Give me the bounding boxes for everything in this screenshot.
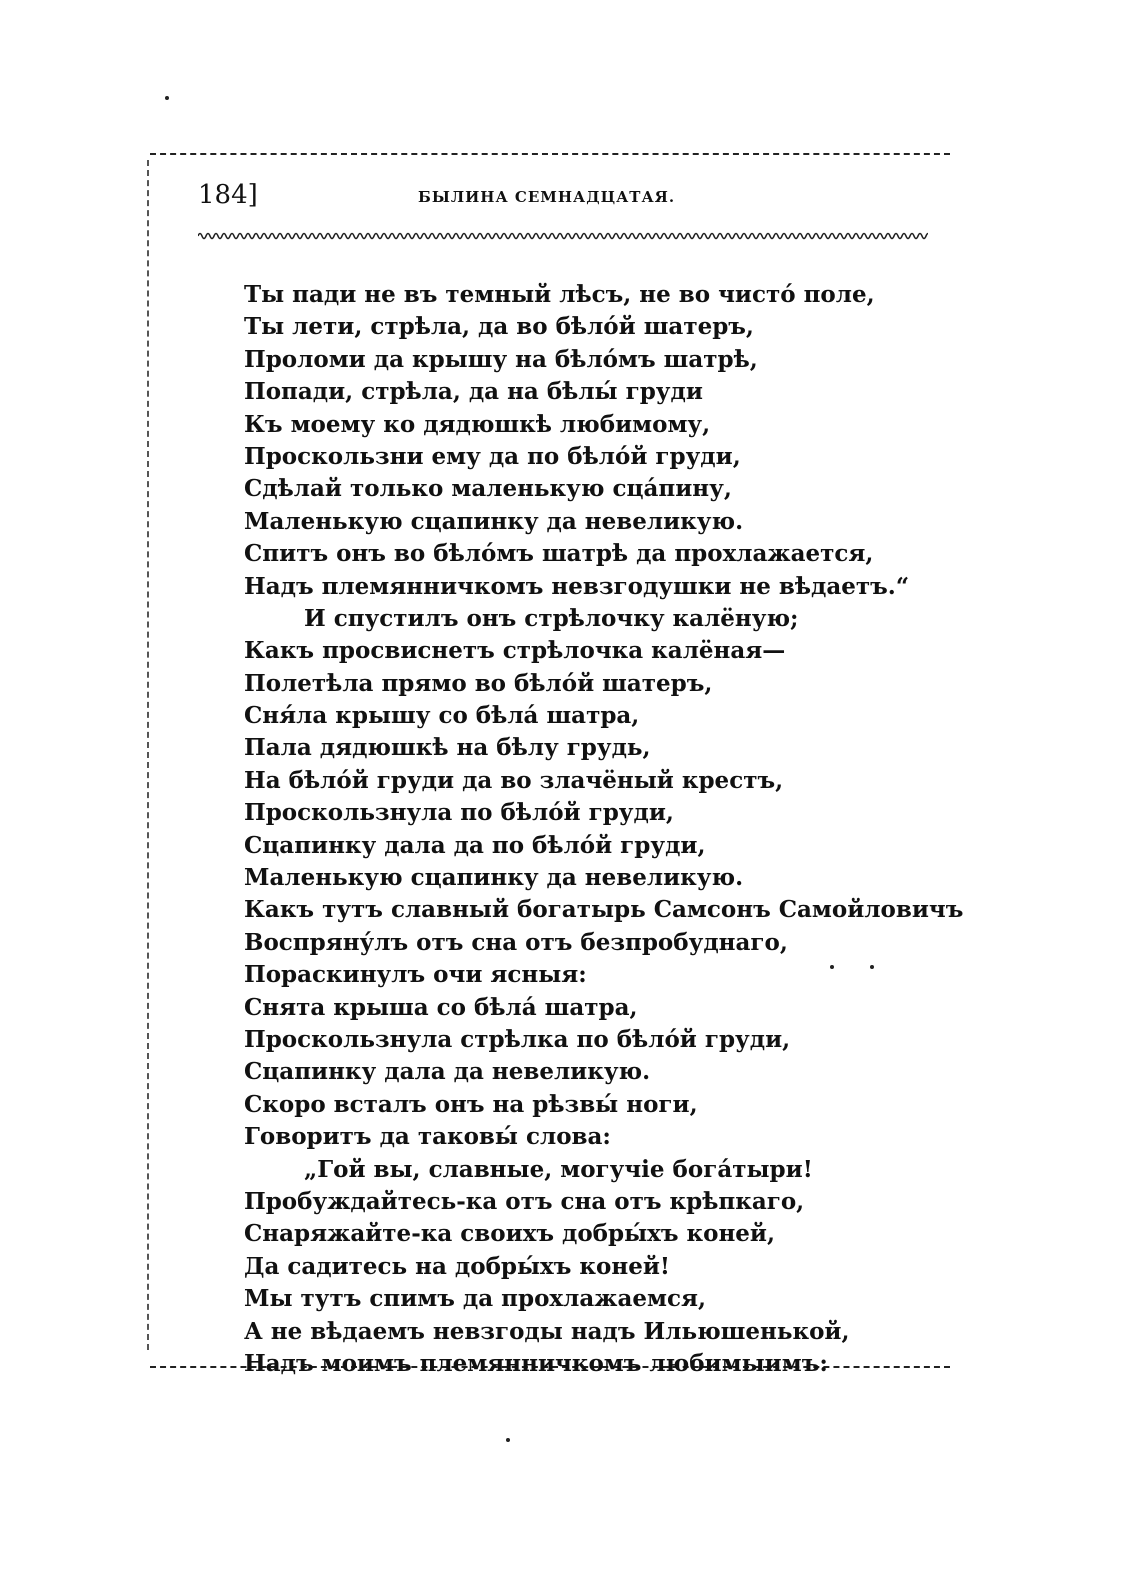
top-rule [150, 153, 950, 155]
verse-line: Ты лети, стрѣла, да во бѣло́й шатеръ, [244, 313, 754, 341]
verse-line: Сцапинку дала да по бѣло́й груди, [244, 831, 706, 859]
verse-line: Полетѣла прямо во бѣло́й шатеръ, [244, 669, 713, 697]
verse-line: Какъ просвиснетъ стрѣлочка калёная— [244, 637, 786, 665]
verse-block [244, 279, 964, 1380]
verse-line: Скоро всталъ онъ на рѣзвы́ ноги, [244, 1090, 698, 1118]
verse-line: Проскользнула по бѣло́й груди, [244, 799, 674, 827]
verse-line: Пала дядюшкѣ на бѣлу грудь, [244, 734, 651, 762]
verse-line: Снята крыша со бѣла́ шатра, [244, 993, 638, 1021]
verse-line: И спустилъ онъ стрѣлочку калёную; [304, 604, 799, 632]
verse-line: Пораскинулъ очи ясныя: [244, 961, 587, 989]
verse-line: Ты пади не въ темный лѣсъ, не во чисто́ поле, [244, 281, 875, 308]
verse-line: Проломи да крышу на бѣло́мъ шатрѣ, [244, 345, 758, 373]
verse-line: Да садитесь на добры́хъ коней! [244, 1252, 670, 1280]
verse-line: Какъ тутъ славный богатырь Самсонъ Самойловичъ [244, 896, 964, 924]
verse-line: Сдѣлай только маленькую сца́пину, [244, 475, 732, 503]
verse-line: Говоритъ да таковы́ слова: [244, 1123, 611, 1151]
verse-line: Сня́ла крышу со бѣла́ шатра, [244, 702, 640, 730]
verse-line: Проскользнула стрѣлка по бѣло́й груди, [244, 1025, 791, 1053]
verse-line: „Гой вы, славные, могучіе бога́тыри! [304, 1155, 813, 1183]
verse-line: Маленькую сцапинку да невеликую. [244, 507, 744, 535]
speck-dot [165, 96, 169, 100]
verse-line: Пробуждайтесь-ка отъ сна отъ крѣпкаго, [244, 1187, 805, 1215]
verse-line: Попади, стрѣла, да на бѣлы́ груди [244, 378, 703, 406]
verse-line: Надъ племянничкомъ невзгодушки не вѣдаетъ.“ [244, 572, 910, 600]
margin-line [147, 160, 149, 1350]
verse-line: Мы тутъ спимъ да прохлажаемся, [244, 1285, 706, 1313]
verse-line: Проскользни ему да по бѣло́й груди, [244, 442, 741, 470]
wavy-ornament-rule [198, 229, 928, 243]
verse-line: Снаряжайте-ка своихъ добры́хъ коней, [244, 1220, 775, 1248]
page-header [198, 180, 938, 220]
verse-line: Спитъ онъ во бѣло́мъ шатрѣ да прохлажается, [244, 540, 874, 568]
verse-line: Сцапинку дала да невеликую. [244, 1058, 651, 1086]
running-title: БЫЛИНА СЕМНАДЦАТАЯ. [418, 188, 676, 206]
verse-line: А не вѣдаемъ невзгоды надъ Ильюшенькой, [244, 1317, 850, 1345]
page-number: 184] [198, 180, 258, 210]
verse-line: Маленькую сцапинку да невеликую. [244, 864, 744, 892]
verse-line: Воспряну́лъ отъ сна отъ безпробуднаго, [244, 928, 788, 956]
verse-line: Надъ моимъ племянничкомъ любимыимъ: [244, 1349, 828, 1377]
verse-line: На бѣло́й груди да во злачёный крестъ, [244, 766, 784, 794]
verse-line: Къ моему ко дядюшкѣ любимому, [244, 410, 711, 438]
speck-dot [506, 1438, 510, 1442]
